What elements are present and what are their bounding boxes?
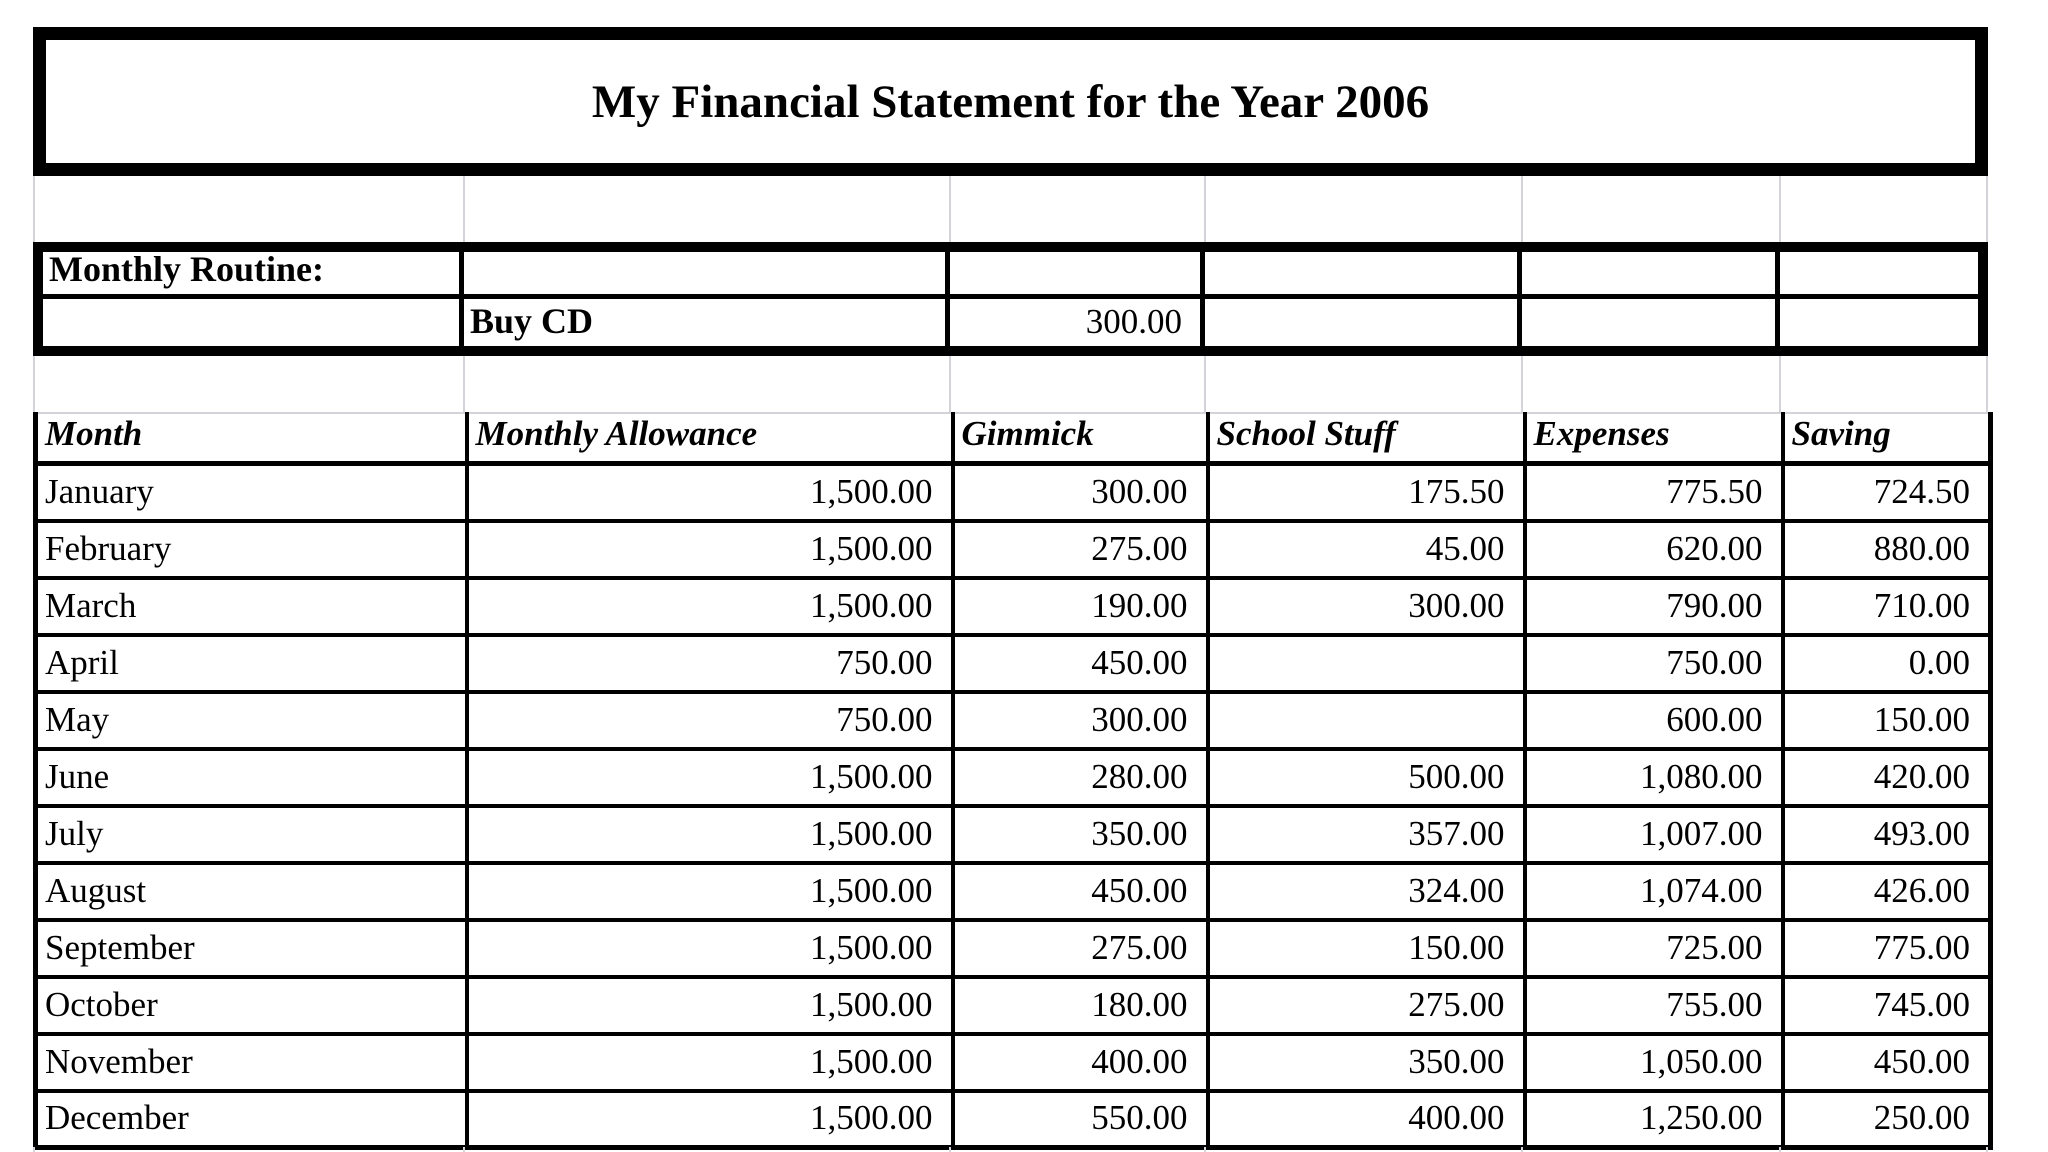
gimmick-cell[interactable]: 275.00	[953, 521, 1208, 578]
month-cell[interactable]: May	[36, 692, 467, 749]
col-header-school-stuff[interactable]: School Stuff	[1208, 413, 1525, 464]
routine-cell-empty[interactable]	[1780, 252, 1978, 299]
title-box	[33, 27, 1988, 176]
expenses-cell[interactable]: 1,080.00	[1525, 749, 1783, 806]
gridline-vertical	[1986, 356, 1988, 412]
gimmick-cell[interactable]: 550.00	[953, 1091, 1208, 1148]
school-stuff-cell[interactable]: 350.00	[1208, 1034, 1525, 1091]
allowance-cell[interactable]: 1,500.00	[467, 464, 953, 521]
month-cell[interactable]: February	[36, 521, 467, 578]
table-row-october	[36, 977, 1991, 1034]
allowance-cell[interactable]: 750.00	[467, 692, 953, 749]
gridline-vertical	[463, 356, 465, 412]
allowance-cell[interactable]: 1,500.00	[467, 521, 953, 578]
school-stuff-cell[interactable]: 45.00	[1208, 521, 1525, 578]
gimmick-cell[interactable]: 300.00	[953, 692, 1208, 749]
allowance-cell[interactable]: 1,500.00	[467, 806, 953, 863]
expenses-cell[interactable]: 775.50	[1525, 464, 1783, 521]
financial-table	[33, 412, 1993, 1150]
table-row-april	[36, 635, 1991, 692]
expenses-cell[interactable]: 1,007.00	[1525, 806, 1783, 863]
col-header-expenses[interactable]: Expenses	[1525, 413, 1783, 464]
gridline-vertical	[1779, 176, 1781, 242]
table-header-row	[36, 413, 1991, 464]
gridline-vertical	[1521, 1147, 1523, 1152]
month-cell[interactable]: March	[36, 578, 467, 635]
allowance-cell[interactable]: 750.00	[467, 635, 953, 692]
saving-cell[interactable]: 150.00	[1783, 692, 1991, 749]
gridline-vertical	[949, 1147, 951, 1152]
month-cell[interactable]: November	[36, 1034, 467, 1091]
routine-item-cell[interactable]: Buy CD	[464, 299, 950, 346]
allowance-cell[interactable]: 1,500.00	[467, 1091, 953, 1148]
school-stuff-cell[interactable]	[1208, 635, 1525, 692]
saving-cell[interactable]: 420.00	[1783, 749, 1991, 806]
expenses-cell[interactable]: 620.00	[1525, 521, 1783, 578]
routine-cell-empty[interactable]	[43, 299, 464, 346]
school-stuff-cell[interactable]: 175.50	[1208, 464, 1525, 521]
allowance-cell[interactable]: 1,500.00	[467, 1034, 953, 1091]
gridline-vertical	[1521, 176, 1523, 242]
table-row-february	[36, 521, 1991, 578]
table-row-december	[36, 1091, 1991, 1148]
gimmick-cell[interactable]: 280.00	[953, 749, 1208, 806]
allowance-cell[interactable]: 1,500.00	[467, 863, 953, 920]
grid-spacer-bottom	[33, 1147, 1988, 1152]
saving-cell[interactable]: 745.00	[1783, 977, 1991, 1034]
gimmick-cell[interactable]: 450.00	[953, 635, 1208, 692]
routine-cell-empty[interactable]	[464, 252, 950, 299]
gridline-vertical	[1204, 356, 1206, 412]
month-cell[interactable]: October	[36, 977, 467, 1034]
routine-cell-empty[interactable]	[1522, 252, 1780, 299]
grid-spacer-middle	[33, 356, 1988, 412]
gridline-vertical	[33, 356, 35, 412]
expenses-cell[interactable]: 725.00	[1525, 920, 1783, 977]
routine-cell-empty[interactable]	[950, 252, 1205, 299]
routine-cell-empty[interactable]	[1780, 299, 1978, 346]
grid-spacer-top	[33, 176, 1988, 242]
page-title[interactable]: My Financial Statement for the Year 2006	[591, 75, 1430, 128]
gridline-vertical	[1779, 1147, 1781, 1152]
school-stuff-cell[interactable]: 275.00	[1208, 977, 1525, 1034]
allowance-cell[interactable]: 1,500.00	[467, 578, 953, 635]
expenses-cell[interactable]: 600.00	[1525, 692, 1783, 749]
table-row-january	[36, 464, 1991, 521]
table-row-november	[36, 1034, 1991, 1091]
gridline-vertical	[33, 1147, 35, 1152]
month-cell[interactable]: September	[36, 920, 467, 977]
gridline-vertical	[949, 176, 951, 242]
gridline-vertical	[1986, 1147, 1988, 1152]
gridline-vertical	[1204, 1147, 1206, 1152]
gimmick-cell[interactable]: 450.00	[953, 863, 1208, 920]
col-header-saving[interactable]: Saving	[1783, 413, 1991, 464]
col-header-gimmick[interactable]: Gimmick	[953, 413, 1208, 464]
saving-cell[interactable]: 450.00	[1783, 1034, 1991, 1091]
allowance-cell[interactable]: 1,500.00	[467, 977, 953, 1034]
month-cell[interactable]: December	[36, 1091, 467, 1148]
routine-cell-empty[interactable]	[1205, 299, 1522, 346]
monthly-routine-label-cell[interactable]: Monthly Routine:	[43, 252, 464, 299]
expenses-cell[interactable]: 1,050.00	[1525, 1034, 1783, 1091]
gridline-vertical	[463, 176, 465, 242]
gimmick-cell[interactable]: 300.00	[953, 464, 1208, 521]
expenses-cell[interactable]: 750.00	[1525, 635, 1783, 692]
gridline-vertical	[33, 176, 35, 242]
saving-cell[interactable]: 724.50	[1783, 464, 1991, 521]
routine-cell-empty[interactable]	[1522, 299, 1780, 346]
gimmick-cell[interactable]: 275.00	[953, 920, 1208, 977]
gridline-vertical	[1779, 356, 1781, 412]
school-stuff-cell[interactable]: 400.00	[1208, 1091, 1525, 1148]
monthly-routine-box	[33, 242, 1988, 356]
table-row-march	[36, 578, 1991, 635]
school-stuff-cell[interactable]: 324.00	[1208, 863, 1525, 920]
school-stuff-cell[interactable]: 357.00	[1208, 806, 1525, 863]
gridline-vertical	[949, 356, 951, 412]
table-row-august	[36, 863, 1991, 920]
gimmick-cell[interactable]: 190.00	[953, 578, 1208, 635]
expenses-cell[interactable]: 1,250.00	[1525, 1091, 1783, 1148]
month-cell[interactable]: July	[36, 806, 467, 863]
expenses-cell[interactable]: 1,074.00	[1525, 863, 1783, 920]
expenses-cell[interactable]: 755.00	[1525, 977, 1783, 1034]
routine-cell-empty[interactable]	[1205, 252, 1522, 299]
saving-cell[interactable]: 775.00	[1783, 920, 1991, 977]
allowance-cell[interactable]: 1,500.00	[467, 749, 953, 806]
expenses-cell[interactable]: 790.00	[1525, 578, 1783, 635]
month-cell[interactable]: January	[36, 464, 467, 521]
saving-cell[interactable]: 880.00	[1783, 521, 1991, 578]
saving-cell[interactable]: 710.00	[1783, 578, 1991, 635]
saving-cell[interactable]: 426.00	[1783, 863, 1991, 920]
table-row-july	[36, 806, 1991, 863]
saving-cell[interactable]: 0.00	[1783, 635, 1991, 692]
saving-cell[interactable]: 250.00	[1783, 1091, 1991, 1148]
gridline-vertical	[1521, 356, 1523, 412]
col-header-monthly-allowance[interactable]: Monthly Allowance	[467, 413, 953, 464]
gridline-vertical	[1204, 176, 1206, 242]
table-row-june	[36, 749, 1991, 806]
gimmick-cell[interactable]: 180.00	[953, 977, 1208, 1034]
gimmick-cell[interactable]: 400.00	[953, 1034, 1208, 1091]
table-row-september	[36, 920, 1991, 977]
month-cell[interactable]: June	[36, 749, 467, 806]
routine-amount-cell[interactable]: 300.00	[950, 299, 1205, 346]
school-stuff-cell[interactable]: 500.00	[1208, 749, 1525, 806]
table-row-may	[36, 692, 1991, 749]
col-header-month[interactable]: Month	[36, 413, 467, 464]
saving-cell[interactable]: 493.00	[1783, 806, 1991, 863]
month-cell[interactable]: April	[36, 635, 467, 692]
school-stuff-cell[interactable]: 300.00	[1208, 578, 1525, 635]
school-stuff-cell[interactable]: 150.00	[1208, 920, 1525, 977]
allowance-cell[interactable]: 1,500.00	[467, 920, 953, 977]
gridline-vertical	[1986, 176, 1988, 242]
gridline-vertical	[463, 1147, 465, 1152]
school-stuff-cell[interactable]	[1208, 692, 1525, 749]
month-cell[interactable]: August	[36, 863, 467, 920]
gimmick-cell[interactable]: 350.00	[953, 806, 1208, 863]
